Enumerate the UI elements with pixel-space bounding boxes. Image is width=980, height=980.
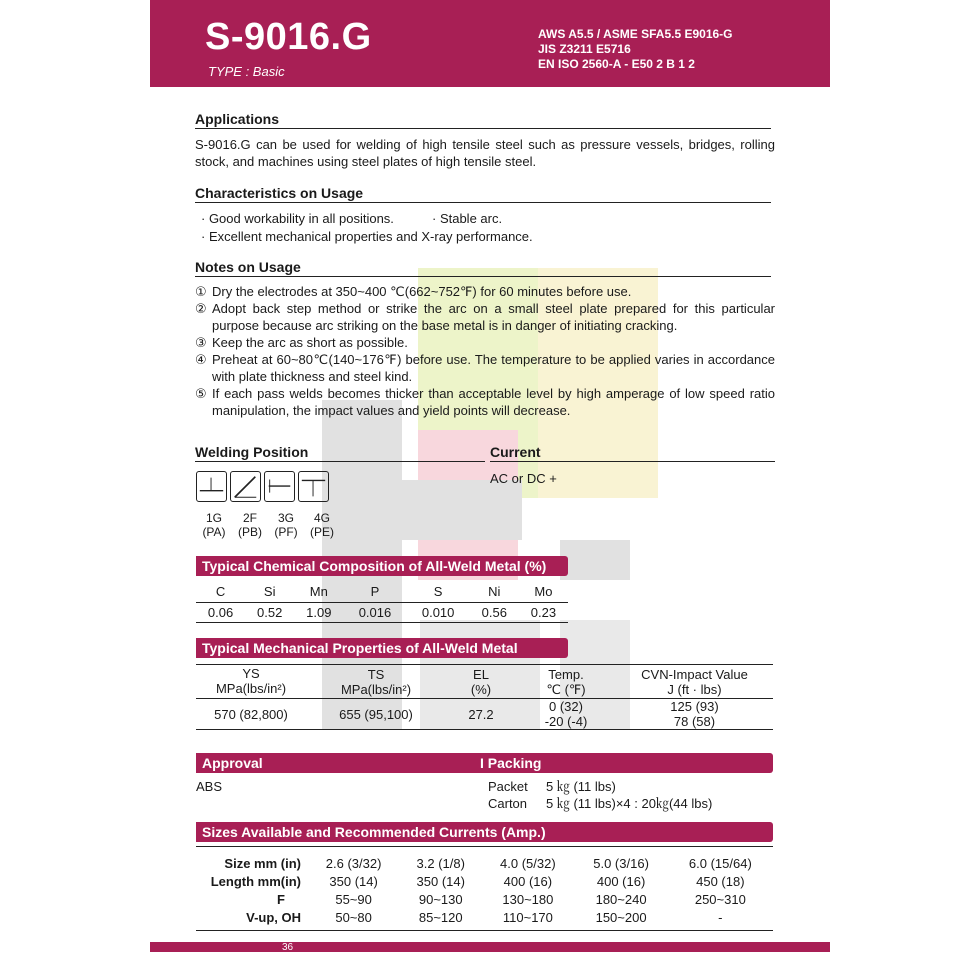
note-item — [195, 300, 775, 334]
sizes-cell: 3.2 (1/8) — [416, 855, 465, 871]
mech-header — [616, 665, 773, 699]
position-alt: (PF) — [274, 525, 298, 539]
sizes-cell: 180~240 — [595, 891, 647, 907]
chemical-composition-title: Typical Chemical Composition of All-Weld Metal (%) — [196, 556, 568, 576]
position-1g-icon — [196, 471, 227, 502]
welding-position-labels — [196, 511, 340, 539]
sizes-row — [196, 873, 773, 891]
welding-position-title: Welding Position — [195, 444, 485, 462]
mechanical-properties-table — [196, 664, 773, 730]
chem-header: C — [215, 584, 226, 600]
sizes-cell: 400 (16) — [503, 873, 553, 889]
chem-header: S — [433, 584, 443, 600]
sizes-cell: 6.0 (15/64) — [688, 855, 752, 871]
sizes-title: Sizes Available and Recommended Currents (Amp.) — [196, 822, 773, 842]
sizes-cell: 4.0 (5/32) — [500, 855, 556, 871]
mech-header-line: J (ft · lbs) — [667, 681, 722, 697]
mechanical-value-row — [196, 699, 773, 730]
sizes-cell: 5.0 (3/16) — [593, 855, 649, 871]
chem-value: 0.016 — [358, 604, 392, 620]
carton-label: Carton — [488, 796, 528, 811]
sizes-cell: 90~130 — [418, 891, 463, 907]
mech-value: 655 (95,100) — [339, 706, 413, 722]
position-3g-icon — [264, 471, 295, 502]
note-text: Preheat at 60~80℃(140~176℉) before use. The temperature to be applied varies in accordance with plate thickness and steel kind. — [212, 352, 775, 384]
chem-value: 0.52 — [257, 604, 283, 620]
note-number: ③ — [195, 335, 207, 350]
chemical-header-row — [196, 582, 568, 602]
packing-title: I Packing — [480, 755, 542, 771]
sizes-cell: 350 (14) — [416, 873, 465, 889]
characteristics-title: Characteristics on Usage — [195, 185, 771, 203]
note-text: Adopt back step method or strike the arc on a small steel plate prepared for this particular purpose because arc striking on the base metal is in danger of initiating cracking. — [212, 301, 775, 333]
footer-bar — [150, 942, 830, 952]
sizes-cell: 55~90 — [335, 891, 372, 907]
applications-text: S-9016.G can be used for welding of high tensile steel such as pressure vessels, bridges, rolling stock, and machines using steel plates of high tensile steel. — [195, 137, 775, 169]
position-label — [232, 511, 268, 539]
note-number: ① — [195, 284, 207, 299]
mech-value-line: 0 (32) — [549, 699, 583, 714]
standard-line: EN ISO 2560-A - E50 2 B 1 2 — [538, 57, 695, 71]
chem-header: Ni — [488, 584, 501, 600]
mech-header-line: YS — [242, 666, 260, 681]
note-text: If each pass welds becomes thicker than acceptable level by high amperage of low speed ratio manipulation, the impact values and yield points will decrease. — [212, 386, 775, 418]
chemical-value-row — [196, 602, 568, 622]
note-number: ② — [195, 301, 207, 316]
position-code: 1G — [205, 511, 222, 525]
sizes-cell: 150~200 — [595, 909, 647, 925]
mech-header-line: ℃ (℉) — [546, 681, 586, 697]
chem-value: 1.09 — [306, 604, 332, 620]
mech-header — [306, 665, 446, 699]
position-label — [268, 511, 304, 539]
sizes-cell: 450 (18) — [696, 873, 745, 889]
note-item — [195, 351, 775, 385]
mech-value: 27.2 — [468, 706, 494, 722]
standards-list — [538, 27, 733, 72]
welding-position-icons — [196, 471, 329, 502]
mech-header-line: MPa(lbs/in²) — [215, 681, 287, 696]
sizes-cell: 110~170 — [502, 909, 553, 925]
packet-label: Packet — [488, 779, 528, 794]
sizes-cell: 350 (14) — [329, 873, 378, 889]
note-number: ④ — [195, 352, 207, 367]
sizes-table — [196, 846, 773, 931]
approval-title: Approval — [202, 755, 263, 771]
note-item — [195, 385, 775, 419]
product-type: TYPE : Basic — [208, 64, 285, 79]
position-label — [196, 511, 232, 539]
characteristics-item: · Excellent mechanical properties and X-ray performance. — [201, 229, 533, 244]
chem-value: 0.56 — [481, 604, 507, 620]
sizes-row — [196, 891, 773, 909]
position-code: 2F — [242, 511, 257, 525]
position-alt: (PA) — [202, 525, 226, 539]
sizes-cell: 250~310 — [694, 891, 746, 907]
position-4g-icon — [298, 471, 329, 502]
product-name: S-9016.G — [205, 16, 372, 58]
mech-value: 570 (82,800) — [214, 706, 288, 722]
chemical-composition-table — [196, 582, 568, 623]
note-text: Dry the electrodes at 350~400 ℃(662~752℉) for 60 minutes before use. — [212, 284, 632, 299]
mech-header-line: EL — [473, 666, 489, 682]
chem-value: 0.23 — [530, 604, 557, 620]
position-2f-icon — [230, 471, 261, 502]
sizes-row-label: F — [277, 891, 285, 907]
mechanical-properties-title: Typical Mechanical Properties of All-Weld Metal — [196, 638, 568, 658]
characteristics-item: · Good workability in all positions. — [201, 211, 394, 226]
mech-value — [516, 699, 616, 730]
chem-header: Mn — [309, 584, 328, 600]
mech-header — [516, 665, 616, 699]
applications-title: Applications — [195, 111, 771, 129]
mech-value-line: -20 (-4) — [544, 714, 588, 729]
sizes-row-label: Size mm (in) — [224, 855, 301, 871]
mechanical-header-row — [196, 665, 773, 699]
sizes-row-label: V-up, OH — [246, 909, 301, 925]
header-banner — [150, 0, 830, 87]
sizes-cell: 130~180 — [502, 891, 554, 907]
sizes-cell: 50~80 — [335, 909, 372, 925]
mech-header-line: (%) — [470, 681, 492, 697]
mech-header-line: MPa(lbs/in²) — [340, 681, 412, 697]
sizes-cell: 400 (16) — [596, 873, 646, 889]
sizes-row-label: Length mm(in) — [210, 873, 301, 889]
mech-value-line: 78 (58) — [673, 714, 716, 729]
note-number: ⑤ — [195, 386, 207, 401]
chem-header: Mo — [534, 584, 553, 600]
chem-header: P — [370, 584, 380, 600]
sizes-cell: 85~120 — [418, 909, 463, 925]
notes-list — [195, 283, 775, 419]
packet-value: 5 ㎏ (11 lbs) — [546, 779, 616, 794]
note-item — [195, 334, 775, 351]
sizes-row — [196, 909, 773, 927]
approval-packing-bar — [196, 753, 773, 773]
position-alt: (PE) — [310, 525, 334, 539]
standard-line: AWS A5.5 / ASME SFA5.5 E9016-G — [538, 27, 733, 41]
approval-value: ABS — [196, 779, 223, 794]
sizes-cell: 2.6 (3/32) — [325, 855, 382, 871]
mech-header-line: TS — [367, 666, 385, 682]
position-code: 3G — [277, 511, 294, 525]
position-alt: (PB) — [238, 525, 262, 539]
mech-header-line: CVN-Impact Value — [641, 666, 748, 682]
chem-header: Si — [263, 584, 276, 600]
current-value: AC or DC + — [490, 471, 557, 486]
chem-value: 0.010 — [421, 604, 455, 620]
chem-value: 0.06 — [207, 604, 234, 620]
mech-header-line: Temp. — [548, 666, 584, 682]
position-label — [304, 511, 340, 539]
sizes-cell: - — [718, 909, 723, 925]
standard-line: JIS Z3211 E5716 — [538, 42, 631, 56]
page-number: 36 — [282, 942, 294, 953]
mech-header — [446, 665, 516, 699]
mech-value — [616, 699, 773, 730]
note-text: Keep the arc as short as possible. — [212, 335, 408, 350]
current-title: Current — [490, 444, 775, 462]
position-code: 4G — [313, 511, 330, 525]
mech-value-line: 125 (93) — [670, 699, 719, 714]
characteristics-item: · Stable arc. — [432, 211, 503, 226]
notes-title: Notes on Usage — [195, 259, 771, 277]
mech-header — [196, 665, 306, 699]
sizes-row — [196, 855, 773, 873]
note-item — [195, 283, 775, 300]
carton-value: 5 ㎏ (11 lbs)×4 : 20㎏(44 lbs) — [546, 796, 713, 811]
